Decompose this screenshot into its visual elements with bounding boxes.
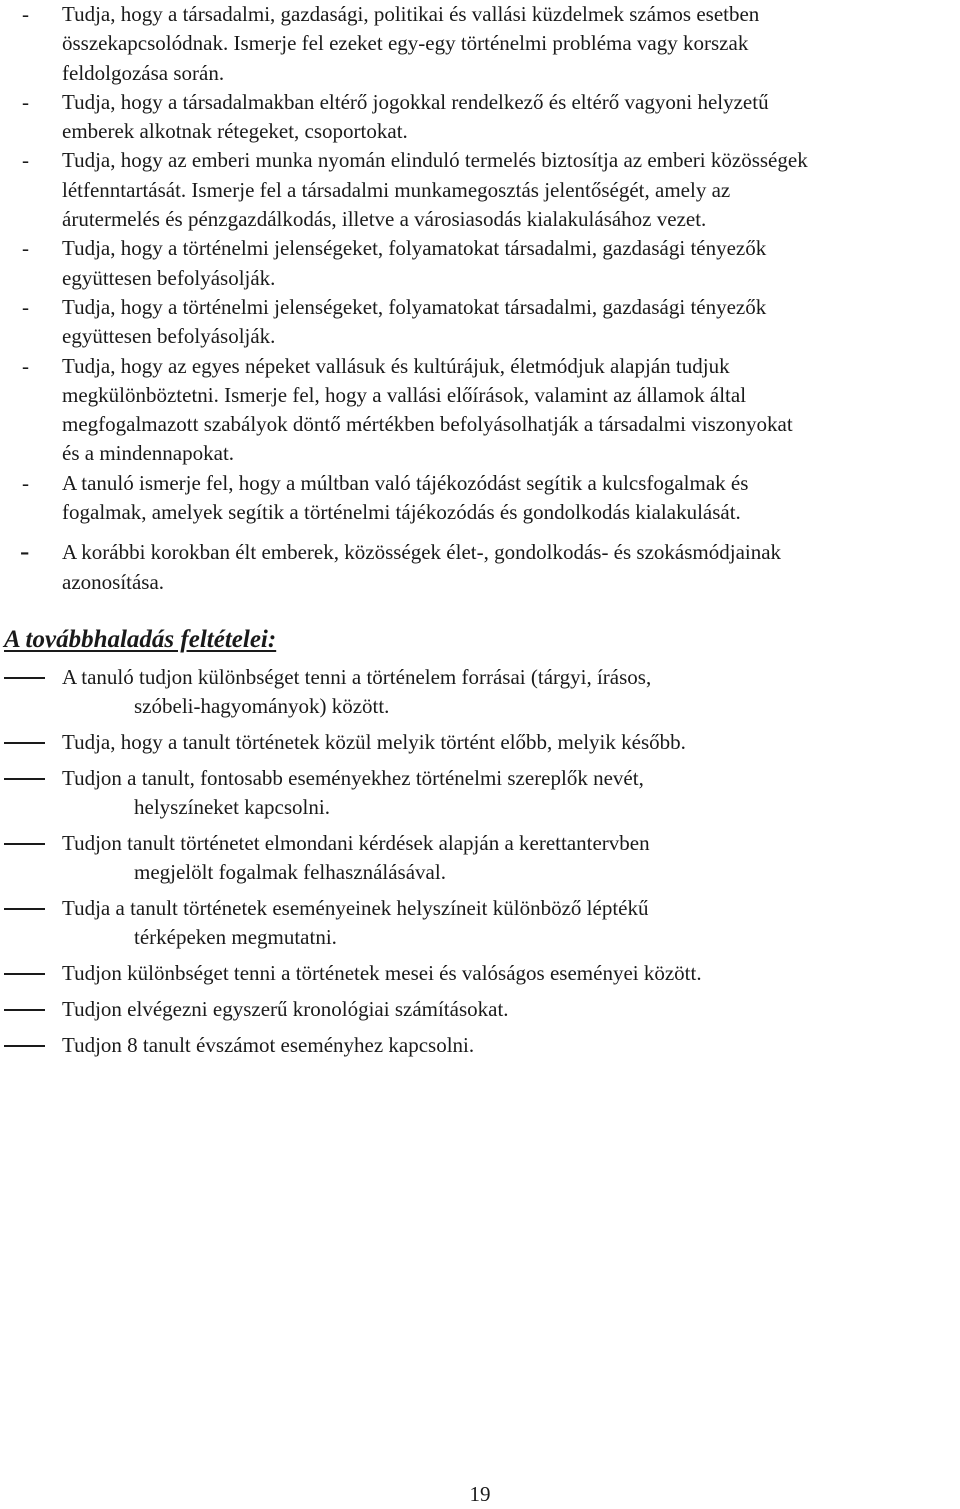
section-heading: A továbbhaladás feltételei: [4,626,277,653]
dash-bullet: - [22,236,29,261]
line: árutermelés és pénzgazdálkodás, illetve a városiasodás kialakulásához vezet. [62,207,707,232]
line: Tudja, hogy az emberi munka nyomán elinduló termelés biztosítja az emberi közösségek [62,148,808,173]
line: azonosítása. [62,569,165,594]
line: feldolgozása során. [62,60,225,85]
dash-bullet: - [22,148,29,173]
condition-continuation: megjelölt fogalmak felhasználásával. [134,860,446,885]
page-number: 19 [469,1482,491,1506]
condition-item [0,829,854,888]
line: Tudja, hogy a társadalmi, gazdasági, politikai és vallási küzdelmek számos esetben [62,2,760,26]
condition-continuation: helyszíneket kapcsolni. [134,795,330,820]
line: A tanuló ismerje fel, hogy a múltban való tájékozódást segítik a kulcsfogalmak és [62,470,749,495]
dash-rule [4,1045,45,1047]
condition-first-line: Tudjon tanult történetet elmondani kérdések alapján a kerettantervben [62,830,650,855]
list-item [0,0,960,88]
dash-bullet: - [22,353,29,378]
dash-bullet: - [20,536,30,568]
condition-item [0,959,854,988]
dash-rule [4,908,45,910]
line: Tudja, hogy a történelmi jelenségeket, folyamatokat társadalmi, gazdasági tényezők [62,294,767,319]
condition-first-line: Tudjon elvégezni egyszerű kronológiai számításokat. [62,996,509,1021]
condition-item [0,728,854,757]
line: összekapcsolódnak. Ismerje fel ezeket egy-egy történelmi probléma vagy korszak [62,31,749,56]
dash-rule [4,843,45,845]
line: létfenntartását. Ismerje fel a társadalmi munkamegosztás jelentőségét, amely az [62,177,731,202]
condition-item [0,663,854,722]
line: együttesen befolyásolják. [62,324,276,349]
dash-rule [4,973,45,975]
list-item [0,88,960,147]
condition-item [0,1031,854,1060]
line: A korábbi korokban élt emberek, közösségek élet-, gondolkodás- és szokásmódjainak [62,540,782,565]
line: Tudja, hogy a történelmi jelenségeket, folyamatokat társadalmi, gazdasági tényezők [62,236,767,261]
condition-first-line: Tudja, hogy a tanult történetek közül melyik történt előbb, melyik később. [62,730,686,755]
dash-rule [4,778,45,780]
condition-first-line: Tudjon a tanult, fontosabb eseményekhez történelmi szereplők nevét, [62,765,644,790]
dash-rule [4,1009,45,1011]
requirements-list [0,0,960,597]
condition-item [0,764,854,823]
line: és a mindennapokat. [62,441,235,466]
line: megfogalmazott szabályok döntő mértékben befolyásolhatják a társadalmi viszonyokat [62,412,793,437]
dash-bullet: - [22,89,29,114]
condition-first-line: Tudja a tanult történetek eseményeinek helyszíneit különböző léptékű [62,896,649,921]
condition-item [0,995,854,1024]
conditions-list [0,663,960,1067]
dash-rule [4,742,45,744]
line: emberek alkotnak rétegeket, csoportokat. [62,119,408,144]
condition-item [0,894,854,953]
condition-first-line: Tudjon 8 tanult évszámot eseményhez kapcsolni. [62,1032,475,1057]
list-item [0,538,960,597]
line: megkülönböztetni. Ismerje fel, hogy a vallási előírások, valamint az államok által [62,382,747,407]
dash-rule [4,677,45,679]
line: Tudja, hogy a társadalmakban eltérő jogokkal rendelkező és eltérő vagyoni helyzetű [62,89,769,114]
list-item [0,352,960,469]
line: fogalmak, amelyek segítik a történelmi tájékozódás és gondolkodás kialakulását. [62,500,741,525]
list-item [0,234,960,293]
dash-bullet: - [22,470,29,495]
dash-bullet: - [22,2,29,26]
dash-bullet: - [22,294,29,319]
condition-continuation: térképeken megmutatni. [134,925,337,950]
list-item [0,146,960,234]
condition-first-line: A tanuló tudjon különbséget tenni a történelem forrásai (tárgyi, írásos, [62,665,652,689]
condition-first-line: Tudjon különbséget tenni a történetek mesei és valóságos eseményei között. [62,961,702,986]
list-item [0,469,960,528]
condition-continuation: szóbeli-hagyományok) között. [134,694,390,719]
line: Tudja, hogy az egyes népeket vallásuk és kultúrájuk, életmódjuk alapján tudjuk [62,353,730,378]
line: együttesen befolyásolják. [62,265,276,290]
list-item [0,293,960,352]
